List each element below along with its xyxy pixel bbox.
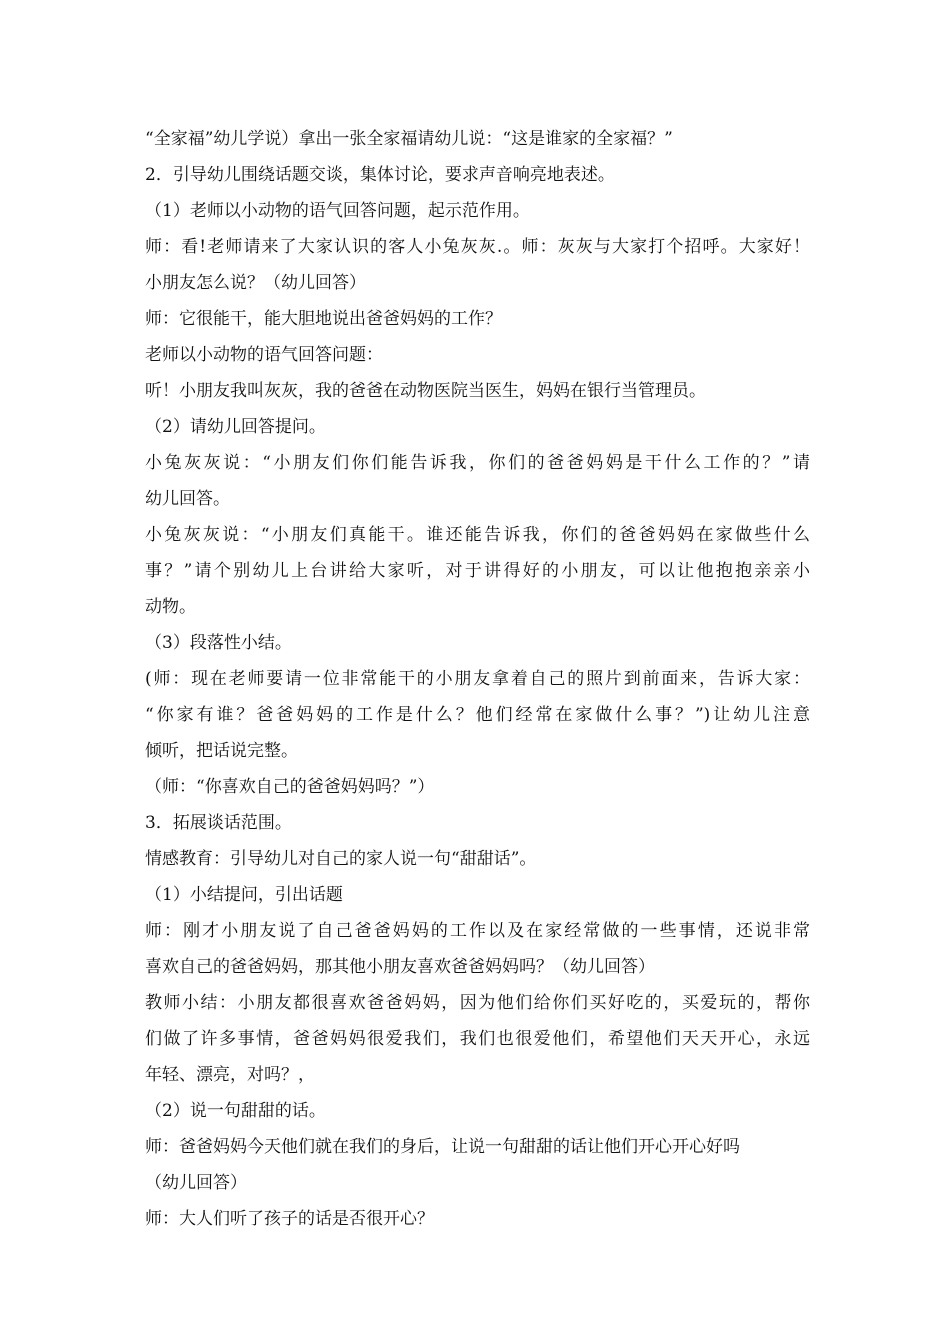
text-line: 3．拓展谈话范围。 <box>145 813 292 833</box>
text-line: （2）请幼儿回答提问。 <box>145 417 326 437</box>
text-line: 小兔灰灰说：“小朋友们你们能告诉我，你们的爸爸妈妈是干什么工作的？”请 <box>145 453 810 473</box>
text-line: 喜欢自己的爸爸妈妈，那其他小朋友喜欢爸爸妈妈吗？（幼儿回答） <box>145 957 655 977</box>
text-line: 听！小朋友我叫灰灰，我的爸爸在动物医院当医生，妈妈在银行当管理员。 <box>145 381 706 401</box>
text-line: 年轻、漂亮，对吗？， <box>145 1065 315 1085</box>
text-line: 小朋友怎么说？（幼儿回答） <box>145 273 366 293</box>
text-line: 倾听，把话说完整。 <box>145 741 298 761</box>
text-line: 师：看!老师请来了大家认识的客人小兔灰灰.。师：灰灰与大家打个招呼。大家好！ <box>145 237 810 257</box>
text-line: （幼儿回答） <box>145 1173 247 1193</box>
text-line: （2）说一句甜甜的话。 <box>145 1101 326 1121</box>
document-body <box>145 121 810 1237</box>
text-line: 2．引导幼儿围绕话题交谈，集体讨论，要求声音响亮地表述。 <box>145 165 615 185</box>
text-line: 小兔灰灰说：“小朋友们真能干。谁还能告诉我，你们的爸爸妈妈在家做些什么 <box>145 525 810 545</box>
text-line: 动物。 <box>145 597 196 617</box>
text-line: 师：它很能干，能大胆地说出爸爸妈妈的工作？ <box>145 309 502 329</box>
text-line: 们做了许多事情，爸爸妈妈很爱我们，我们也很爱他们，希望他们天天开心，永远 <box>145 1029 810 1049</box>
text-line: 师：刚才小朋友说了自己爸爸妈妈的工作以及在家经常做的一些事情，还说非常 <box>145 921 810 941</box>
text-line: 事？”请个别幼儿上台讲给大家听，对于讲得好的小朋友，可以让他抱抱亲亲小 <box>145 561 810 581</box>
text-line: (师：现在老师要请一位非常能干的小朋友拿着自己的照片到前面来，告诉大家： <box>145 669 810 689</box>
text-line: （师：“你喜欢自己的爸爸妈妈吗？”） <box>145 777 435 797</box>
text-line: （1）老师以小动物的语气回答问题，起示范作用。 <box>145 201 530 221</box>
text-line: （1）小结提问，引出话题 <box>145 885 343 905</box>
text-line: 教师小结：小朋友都很喜欢爸爸妈妈，因为他们给你们买好吃的，买爱玩的，帮你 <box>145 993 810 1013</box>
text-line: “全家福”幼儿学说）拿出一张全家福请幼儿说：“这是谁家的全家福？” <box>145 129 673 149</box>
text-line: （3）段落性小结。 <box>145 633 292 653</box>
text-line: 情感教育：引导幼儿对自己的家人说一句“甜甜话”。 <box>145 849 537 869</box>
text-line: “你家有谁？爸爸妈妈的工作是什么？他们经常在家做什么事？”)让幼儿注意 <box>145 705 810 725</box>
text-line: 老师以小动物的语气回答问题： <box>145 345 383 365</box>
text-line: 师：大人们听了孩子的话是否很开心？ <box>145 1209 434 1229</box>
text-line: 师：爸爸妈妈今天他们就在我们的身后，让说一句甜甜的话让他们开心开心好吗 <box>145 1137 740 1157</box>
text-line: 幼儿回答。 <box>145 489 230 509</box>
